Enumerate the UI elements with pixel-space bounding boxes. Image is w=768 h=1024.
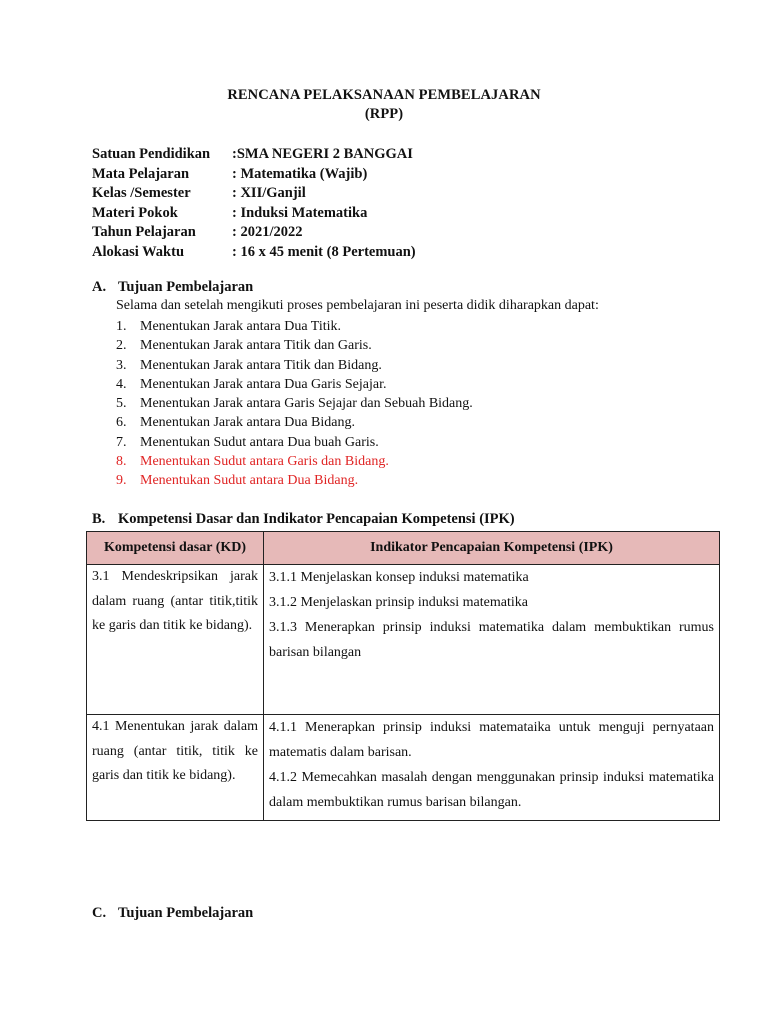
list-number: 6. (116, 415, 127, 431)
list-number: 5. (116, 396, 127, 412)
table-row (87, 715, 720, 821)
list-item (116, 336, 473, 355)
table-header-kd: Kompetensi dasar (KD) (87, 532, 264, 565)
section-title: Tujuan Pembelajaran (118, 905, 254, 921)
ipk-item: 3.1.1 Menjelaskan konsep induksi matematika (269, 570, 529, 585)
list-text: Menentukan Jarak antara Dua Garis Sejajar. (140, 376, 387, 392)
identity-label: Alokasi Waktu (92, 243, 185, 260)
kd-ipk-table (86, 531, 720, 821)
identity-value: : 16 x 45 menit (8 Pertemuan) (232, 243, 416, 260)
section-b-heading (92, 511, 515, 528)
ipk-item: 3.1.3 Menerapkan prinsip induksi matematika dalam membuktikan rumus barisan bilangan (269, 620, 714, 660)
list-item (116, 356, 473, 375)
list-number: 7. (116, 434, 127, 450)
identity-label: Satuan Pendidikan (92, 146, 211, 162)
ipk-cell (264, 715, 720, 821)
section-c-heading (92, 905, 253, 922)
kd-cell (87, 715, 264, 821)
table-header-row (87, 532, 720, 565)
kd-text: 3.1 Mendeskripsikan jarak dalam ruang (antar titik,titik ke garis dan titik ke bidang). (92, 569, 258, 633)
list-text: Menentukan Sudut antara Garis dan Bidang. (140, 454, 389, 470)
identity-label: Tahun Pelajaran (92, 224, 196, 240)
list-number: 8. (116, 454, 127, 470)
identity-value: :SMA NEGERI 2 BANGGAI (232, 146, 413, 162)
identity-value: : 2021/2022 (232, 224, 303, 240)
identity-value: : XII/Ganjil (232, 185, 306, 201)
section-title: Tujuan Pembelajaran (118, 279, 254, 295)
section-a-heading (92, 279, 253, 296)
list-text: Menentukan Jarak antara Garis Sejajar dan Sebuah Bidang. (140, 396, 473, 412)
ipk-item: 4.1.2 Memecahkan masalah dengan menggunakan prinsip induksi matematika dalam membuktikan rumus barisan bilangan. (269, 770, 714, 810)
list-number: 2. (116, 338, 127, 354)
identity-value: : Induksi Matematika (232, 204, 368, 221)
section-a-intro: Selama dan setelah mengikuti proses pembelajaran ini peserta didik diharapkan dapat: (116, 298, 599, 313)
list-item (116, 413, 473, 432)
list-text: Menentukan Sudut antara Dua Bidang. (140, 473, 359, 489)
table-row (87, 565, 720, 715)
list-text: Menentukan Sudut antara Dua buah Garis. (140, 434, 379, 450)
list-number: 9. (116, 473, 127, 489)
list-item (116, 375, 473, 394)
list-number: 3. (116, 357, 127, 373)
list-item (116, 394, 473, 413)
document-title: RENCANA PELAKSANAAN PEMBELAJARAN (227, 87, 541, 103)
identity-label: Kelas /Semester (92, 185, 191, 201)
list-text: Menentukan Jarak antara Dua Bidang. (140, 415, 355, 431)
ipk-item: 4.1.1 Menerapkan prinsip induksi matemataika untuk menguji pernyataan matematis dalam barisan. (269, 720, 714, 760)
list-item (116, 433, 473, 452)
ipk-item: 3.1.2 Menjelaskan prinsip induksi matematika (269, 595, 528, 610)
list-number: 1. (116, 319, 127, 334)
objectives-list (116, 317, 473, 491)
section-letter: A. (92, 279, 107, 295)
list-item-highlighted (116, 471, 473, 490)
table-header-ipk: Indikator Pencapaian Kompetensi (IPK) (264, 532, 720, 565)
list-text: Menentukan Jarak antara Dua Titik. (140, 319, 342, 334)
identity-value: : Matematika (Wajib) (232, 165, 368, 182)
identity-label: Materi Pokok (92, 204, 178, 221)
list-item (116, 317, 473, 336)
list-item-highlighted (116, 452, 473, 471)
section-letter: C. (92, 905, 107, 921)
list-number: 4. (116, 376, 127, 392)
section-title: Kompetensi Dasar dan Indikator Pencapaian Kompetensi (IPK) (118, 511, 515, 527)
kd-cell (87, 565, 264, 715)
kd-text: 4.1 Menentukan jarak dalam ruang (antar titik, titik ke garis dan titik ke bidang). (92, 719, 258, 783)
section-letter: B. (92, 511, 106, 527)
ipk-cell (264, 565, 720, 715)
identity-label: Mata Pelajaran (92, 165, 190, 182)
document-subtitle: (RPP) (364, 106, 404, 122)
list-text: Menentukan Jarak antara Titik dan Garis. (140, 338, 372, 354)
list-text: Menentukan Jarak antara Titik dan Bidang. (140, 357, 382, 373)
